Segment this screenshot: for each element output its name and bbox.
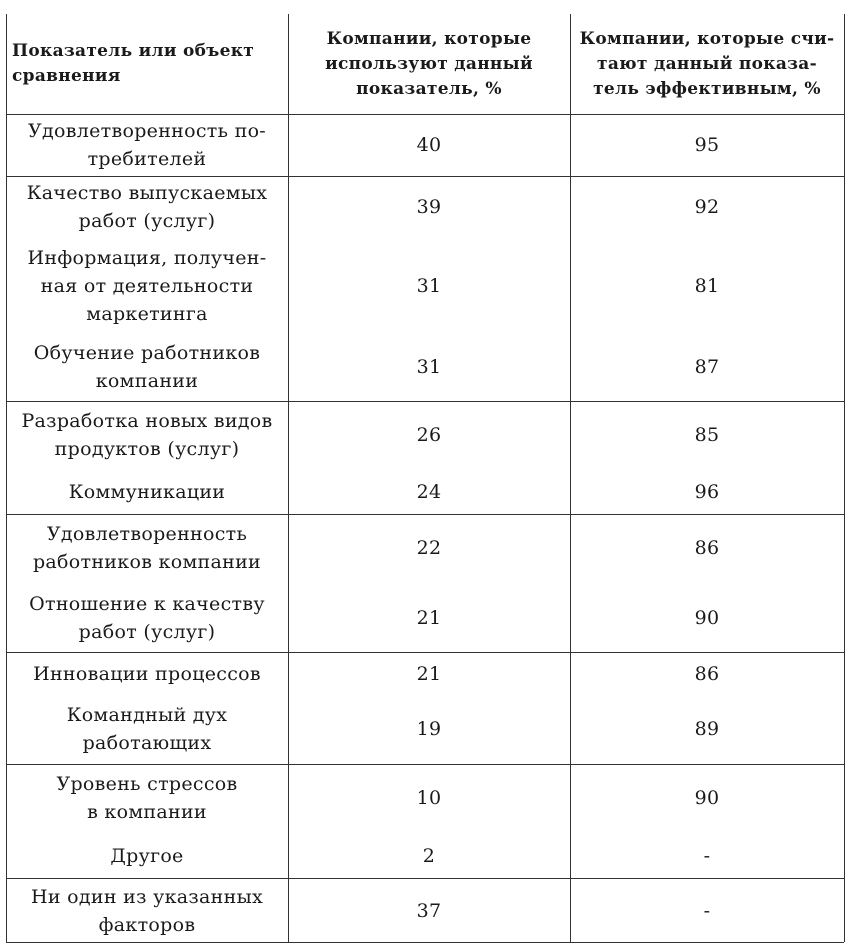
row-indicator: Коммуникации	[68, 481, 226, 503]
row-usage: 31	[416, 275, 442, 297]
row-indicator: Обучение работников компании	[33, 342, 261, 392]
row-indicator: Командный дух работающих	[66, 704, 228, 754]
row-effective: 85	[694, 424, 720, 446]
row-effective: 87	[694, 356, 720, 378]
row-usage: 37	[416, 900, 442, 922]
group-divider	[6, 401, 844, 402]
row-effective: 86	[694, 537, 720, 559]
row-usage: 31	[416, 356, 442, 378]
row-usage: 2	[422, 845, 436, 867]
row-indicator: Отношение к качеству работ (услуг)	[29, 593, 265, 643]
row-effective: 86	[694, 663, 720, 685]
group-divider	[6, 652, 844, 653]
row-effective: 95	[694, 134, 720, 156]
row-usage: 10	[416, 787, 442, 809]
row-usage: 40	[416, 134, 442, 156]
row-indicator: Ни один из указанных факторов	[30, 886, 264, 936]
row-indicator: Другое	[110, 845, 184, 867]
row-usage: 24	[416, 481, 442, 503]
table-border-bottom	[6, 942, 844, 943]
group-divider	[6, 514, 844, 515]
row-effective: 96	[694, 481, 720, 503]
row-usage: 22	[416, 537, 442, 559]
row-indicator: Инновации процессов	[33, 663, 261, 685]
row-effective: 92	[694, 196, 720, 218]
row-effective: 81	[694, 275, 720, 297]
header-indicator: Показатель или объект сравнения	[12, 41, 255, 86]
row-usage: 21	[416, 663, 442, 685]
row-indicator: Удовлетворенность работников компании	[32, 523, 262, 573]
header-usage: Компании, которые используют данный показатель, %	[325, 28, 533, 99]
row-indicator: Качество выпускаемых работ (услуг)	[26, 182, 268, 232]
row-usage: 19	[416, 718, 442, 740]
row-usage: 39	[416, 196, 442, 218]
comparison-table	[6, 14, 844, 942]
row-effective: 89	[694, 718, 720, 740]
row-indicator: Удовлетворенность по- требителей	[27, 120, 267, 170]
table-border-right	[844, 14, 845, 942]
row-effective: 90	[694, 607, 720, 629]
row-indicator: Информация, получен- ная от деятельности маркетинга	[27, 247, 267, 325]
row-usage: 21	[416, 607, 442, 629]
group-divider	[6, 764, 844, 765]
row-indicator: Разработка новых видов продуктов (услуг)	[21, 410, 273, 460]
group-divider	[6, 878, 844, 879]
header-effective: Компании, которые счи- тают данный показа- тель эффективным, %	[579, 28, 835, 99]
row-usage: 26	[416, 424, 442, 446]
row-effective: -	[703, 900, 711, 922]
row-effective: 90	[694, 787, 720, 809]
row-indicator: Уровень стрессов в компании	[56, 773, 238, 823]
row-effective: -	[703, 845, 711, 867]
